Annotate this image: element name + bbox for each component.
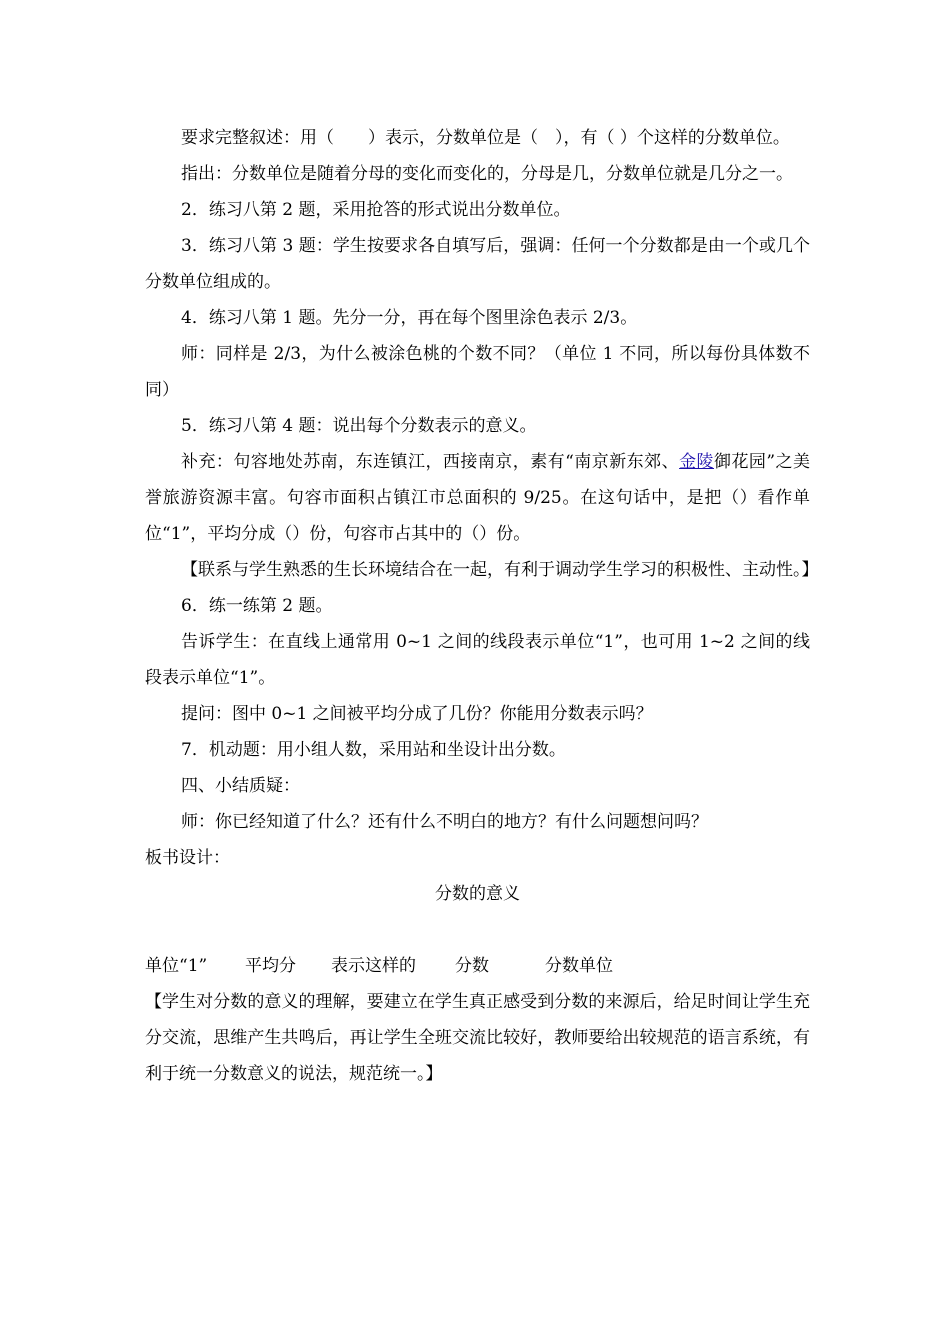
board-cell-represent: 表示这样的 xyxy=(331,956,416,976)
paragraph-exercise-5: 5．练习八第 4 题：说出每个分数表示的意义。 xyxy=(181,416,537,436)
supplement-text-end: 御花园”之美誉旅游资源丰富。句容市面积占镇江市总面积的 9/25。在这句话中，是把（）看作单位“1”，平均分成（）份，句容市占其中的（）份。 xyxy=(145,452,810,544)
paragraph-teacher-question: 师：同样是 2/3，为什么被涂色桃的个数不同？（单位 1 不同，所以每份具体数不同） xyxy=(145,344,810,400)
board-cell-divide-evenly: 平均分 xyxy=(245,956,296,976)
board-cell-unit-one: 单位“1” xyxy=(145,956,208,976)
paragraph-closing-note: 【学生对分数的意义的理解，要建立在学生真正感受到分数的来源后，给足时间让学生充分交流，思维产生共鸣后，再让学生全班交流比较好，教师要给出较规范的语言系统，有利于统一分数意义的说法，规范统一。】 xyxy=(145,992,810,1084)
paragraph-teacher-summary: 师：你已经知道了什么？还有什么不明白的地方？有什么问题想问吗？ xyxy=(181,812,708,832)
paragraph-note-environment: 【联系与学生熟悉的生长环境结合在一起，有利于调动学生学习的积极性、主动性。】 xyxy=(181,560,819,580)
paragraph-exercise-4: 4．练习八第 1 题。先分一分，再在每个图里涂色表示 2/3。 xyxy=(181,308,638,328)
paragraph-board-design: 板书设计： xyxy=(145,848,230,868)
board-row xyxy=(145,948,810,984)
document-page xyxy=(145,120,819,1092)
paragraph-supplement xyxy=(145,444,810,552)
board-title: 分数的意义 xyxy=(435,884,520,904)
board-cell-fraction-unit: 分数单位 xyxy=(545,956,613,976)
paragraph-exercise-7: 7．机动题：用小组人数，采用站和坐设计出分数。 xyxy=(181,740,566,760)
supplement-text-start: 补充：句容地处苏南，东连镇江，西接南京，素有“南京新东郊、 xyxy=(181,452,680,472)
jinling-link[interactable]: 金陵 xyxy=(679,452,714,472)
board-cell-fraction: 分数 xyxy=(455,956,489,976)
paragraph-exercise-2: 2．练习八第 2 题，采用抢答的形式说出分数单位。 xyxy=(181,200,571,220)
paragraph-summary-heading: 四、小结质疑： xyxy=(181,776,300,796)
paragraph-tell-students: 告诉学生：在直线上通常用 0~1 之间的线段表示单位“1”，也可用 1~2 之间的线段表示单位“1”。 xyxy=(145,632,810,688)
paragraph-ask: 提问：图中 0~1 之间被平均分成了几份？你能用分数表示吗？ xyxy=(181,704,653,724)
board-spacer xyxy=(145,912,810,948)
paragraph-exercise-3: 3．练习八第 3 题：学生按要求各自填写后，强调：任何一个分数都是由一个或几个分数单位组成的。 xyxy=(145,236,810,292)
paragraph-point-out: 指出：分数单位是随着分母的变化而变化的，分母是几，分数单位就是几分之一。 xyxy=(181,164,793,184)
paragraph-requirement: 要求完整叙述：用（ ）表示，分数单位是（ ），有（ ）个这样的分数单位。 xyxy=(181,128,790,148)
paragraph-exercise-6: 6．练一练第 2 题。 xyxy=(181,596,333,616)
